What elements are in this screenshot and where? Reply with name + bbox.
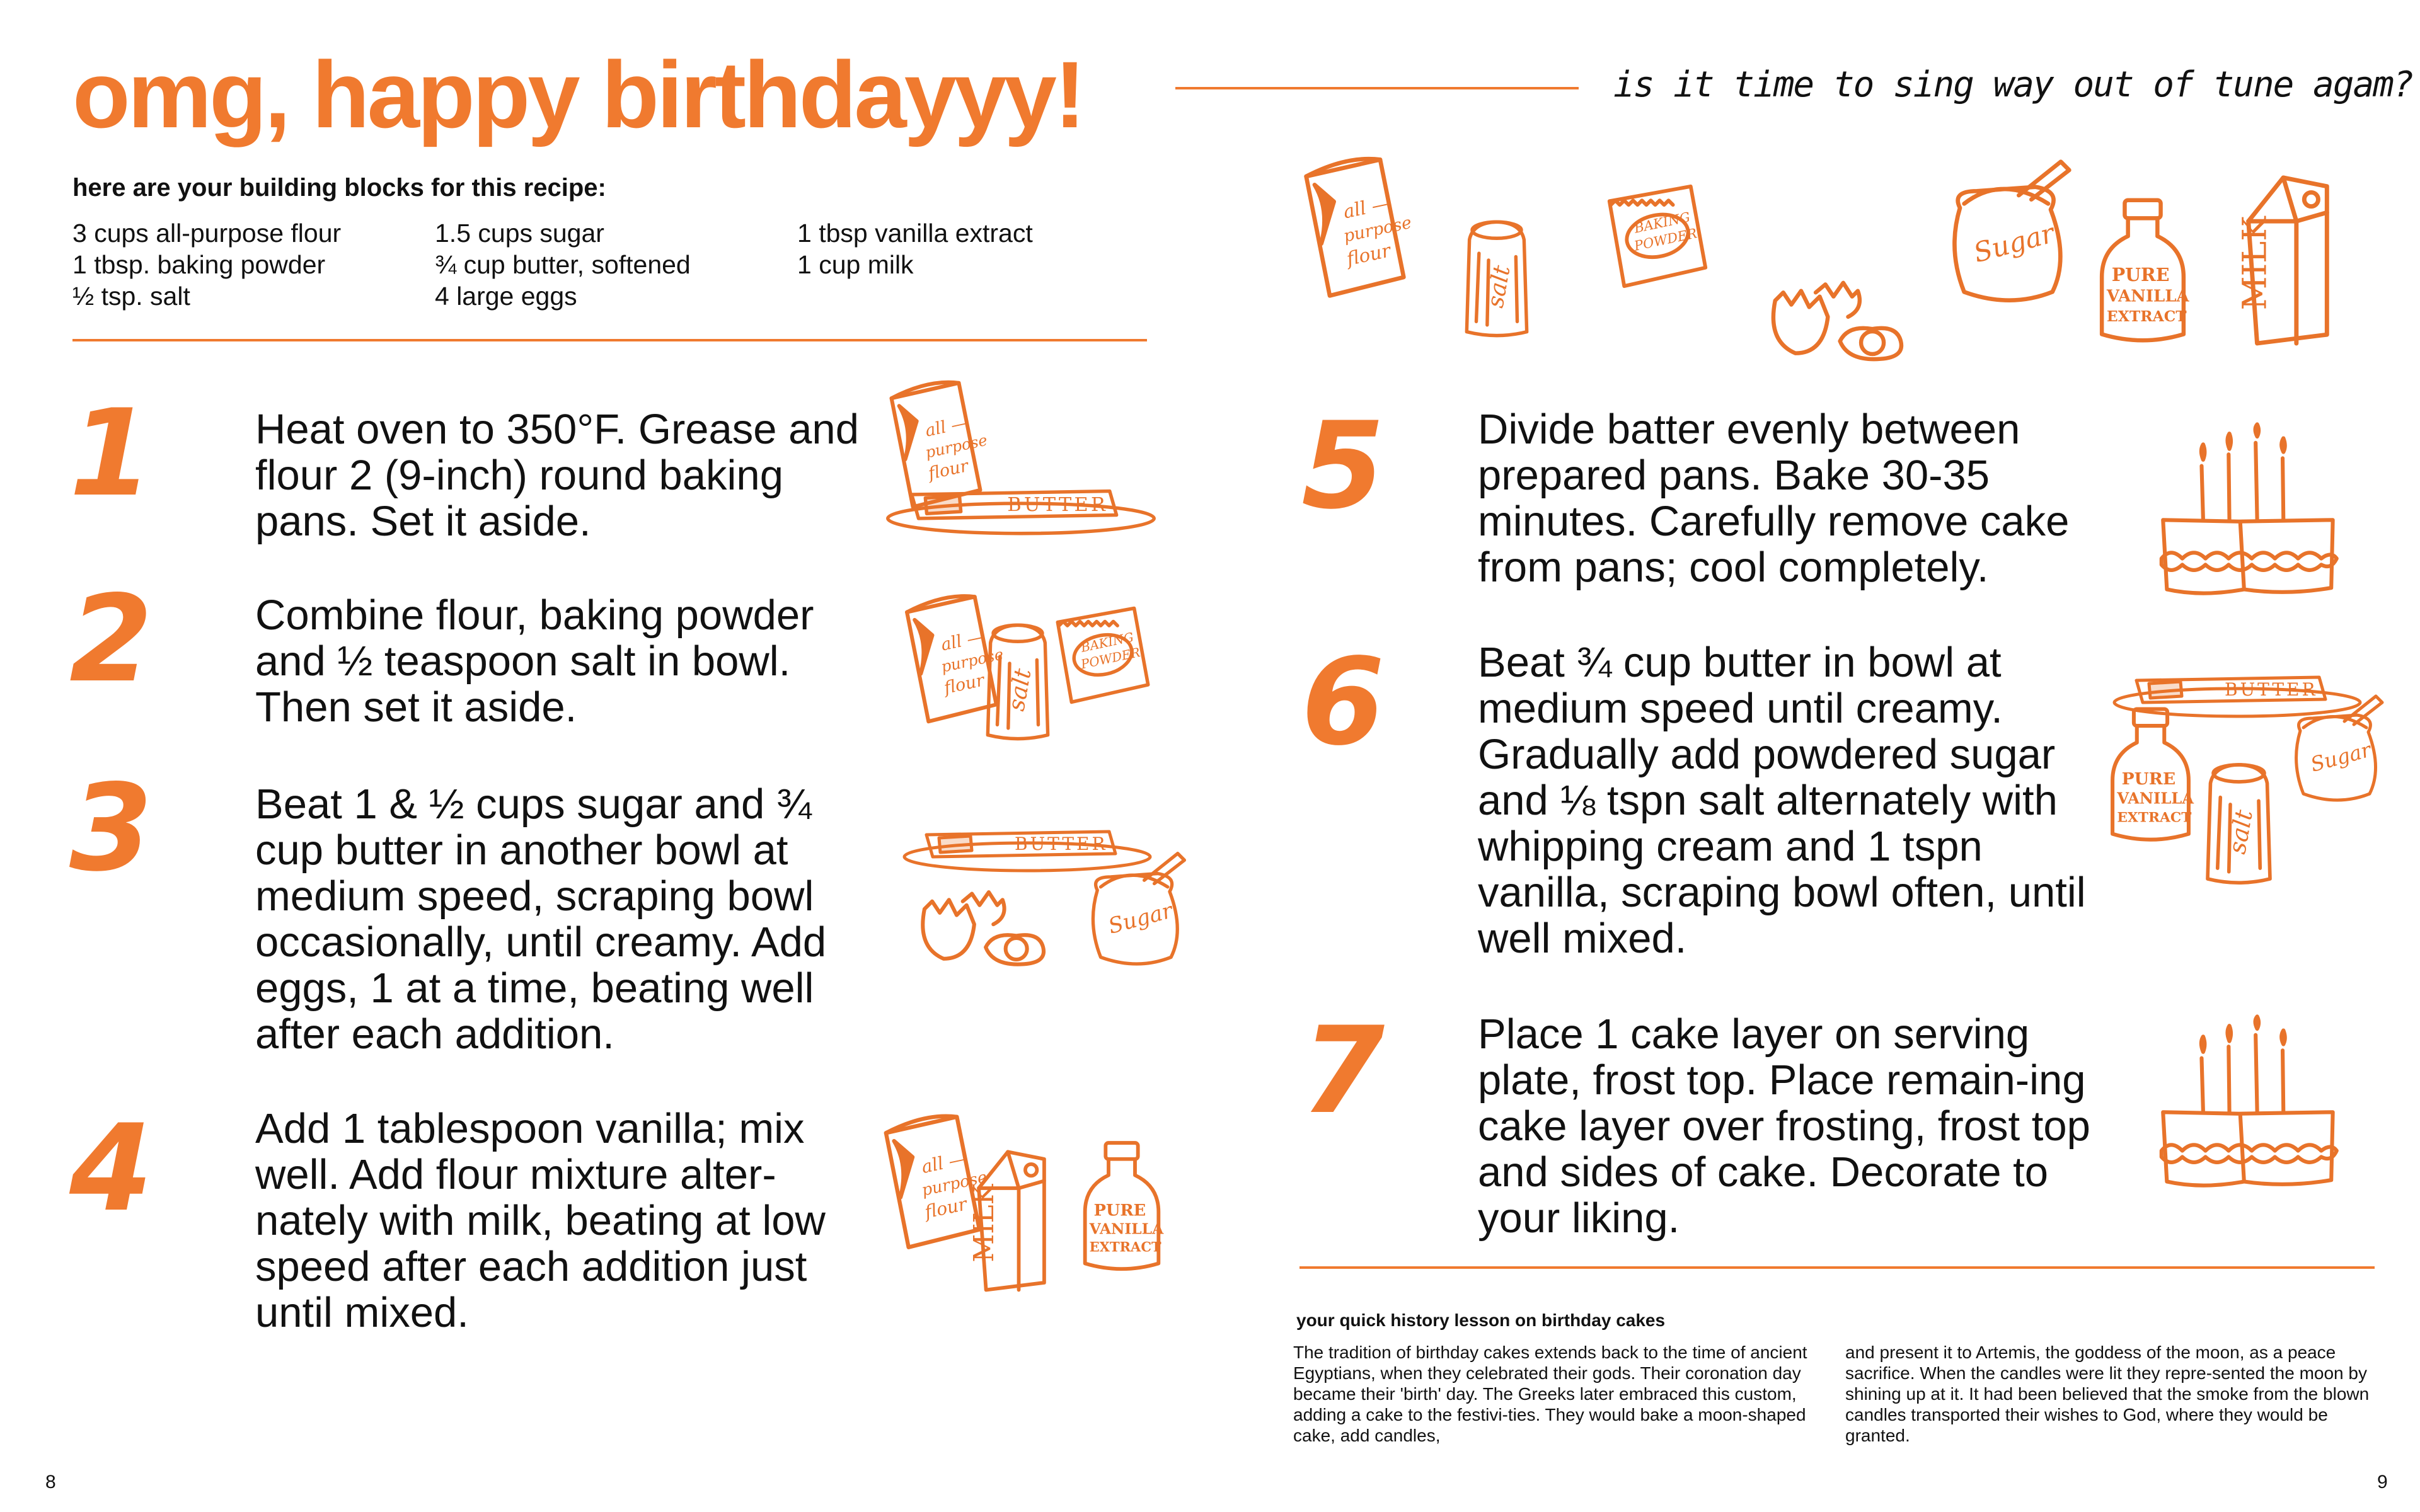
ingredient-item: 3 cups all-purpose flour — [72, 219, 342, 248]
ingredients-divider — [72, 339, 1147, 341]
butter-icon — [882, 454, 1160, 536]
page-title: omg, happy birthdayyy! — [72, 42, 1083, 147]
step-1-number: 1 — [69, 384, 153, 523]
step-7-number: 7 — [1301, 1001, 1385, 1140]
baking-powder-icon — [1594, 183, 1720, 290]
sugar-bag-icon — [1084, 847, 1191, 973]
baking-powder-icon — [1046, 605, 1160, 706]
tagline: is it time to sing way out of tune agam? — [1613, 64, 2413, 105]
step-5-number: 5 — [1301, 396, 1385, 536]
title-divider — [1175, 87, 1579, 89]
sugar-bag-icon — [1941, 158, 2080, 309]
ingredient-item: 1.5 cups sugar — [435, 219, 604, 248]
ingredient-item: 1 cup milk — [797, 250, 914, 279]
eggs-icon — [882, 863, 1078, 970]
history-heading: your quick history lesson on birthday cakes — [1296, 1310, 1666, 1330]
step-2-number: 2 — [69, 570, 153, 709]
birthday-cake-icon — [2155, 1011, 2344, 1194]
page-number-right: 9 — [2377, 1472, 2388, 1492]
sugar-bag-icon — [2288, 687, 2388, 813]
ingredients-column-1 — [72, 217, 341, 312]
vanilla-bottle-icon — [2105, 702, 2196, 847]
salt-shaker-icon — [2196, 747, 2281, 898]
ingredient-item: ½ tsp. salt — [72, 282, 190, 311]
step-3-number: 3 — [69, 759, 153, 898]
vanilla-bottle-icon — [1078, 1134, 1166, 1279]
step-4-number: 4 — [69, 1099, 153, 1238]
step-6-text: Beat ¾ cup butter in bowl at medium speed until creamy. Gradually add powdered sugar and ⅛ tspn salt alternately with whipping cream and 1 tspn vanilla, scraping bowl often, until well mixed. — [1478, 639, 2086, 962]
birthday-cake-icon — [2155, 419, 2344, 602]
ingredients-heading: here are your building blocks for this recipe: — [72, 174, 606, 202]
step-2-text: Combine flour, baking powder and ½ teaspoon salt in bowl. Then set it aside. — [255, 592, 814, 731]
history-column-1: The tradition of birthday cakes extends back to the time of ancient Egyptians, when they celebrated their gods. Their coronation day became their 'birth' day. The Greeks later embraced this custom, adding a cake to the festivi-ties. They would bake a moon-shaped cake, add candles, — [1293, 1343, 1807, 1445]
milk-carton-icon — [2231, 161, 2344, 356]
salt-shaker-icon — [1456, 202, 1538, 353]
ingredient-item: 1 tbsp. baking powder — [72, 250, 326, 279]
milk-carton-icon — [964, 1128, 1059, 1310]
history-column-2: and present it to Artemis, the goddess of the moon, as a peace sacrifice. When the candles were lit they repre-sented the moon by shining up at it. It had been believed that the smoke from the blown candles transported their wishes to God, where they would be granted. — [1845, 1343, 2370, 1445]
step-4-text: Add 1 tablespoon vanilla; mix well. Add flour mixture alter-nately with milk, beating at low speed after each addition just until mixed. — [255, 1105, 826, 1336]
step-6-number: 6 — [1301, 633, 1385, 772]
ingredient-item: ¾ cup butter, softened — [435, 250, 691, 279]
flour-bag-icon — [1292, 151, 1418, 302]
step-1-text: Heat oven to 350°F. Grease and flour 2 (9-inch) round baking pans. Set it aside. — [255, 406, 859, 545]
ingredients-column-3 — [797, 217, 1033, 280]
ingredient-item: 4 large eggs — [435, 282, 577, 311]
ingredient-item: 1 tbsp vanilla extract — [797, 219, 1033, 248]
history-divider — [1299, 1266, 2375, 1269]
ingredients-column-2 — [435, 217, 691, 312]
step-3-text: Beat 1 & ½ cups sugar and ¾ cup butter in another bowl at medium speed, scraping bowl occasionally, until creamy. Add eggs, 1 at a time, beating well after each addition. — [255, 781, 827, 1058]
step-7-text: Place 1 cake layer on serving plate, frost top. Place remain-ing cake layer over frosting, frost top and sides of cake. Decorate to your liking. — [1478, 1011, 2090, 1242]
eggs-icon — [1733, 252, 1935, 365]
page-number-left: 8 — [45, 1472, 56, 1492]
step-5-text: Divide batter evenly between prepared pans. Bake 30-35 minutes. Carefully remove cake from pans; cool completely. — [1478, 406, 2070, 591]
vanilla-bottle-icon — [2092, 195, 2193, 346]
